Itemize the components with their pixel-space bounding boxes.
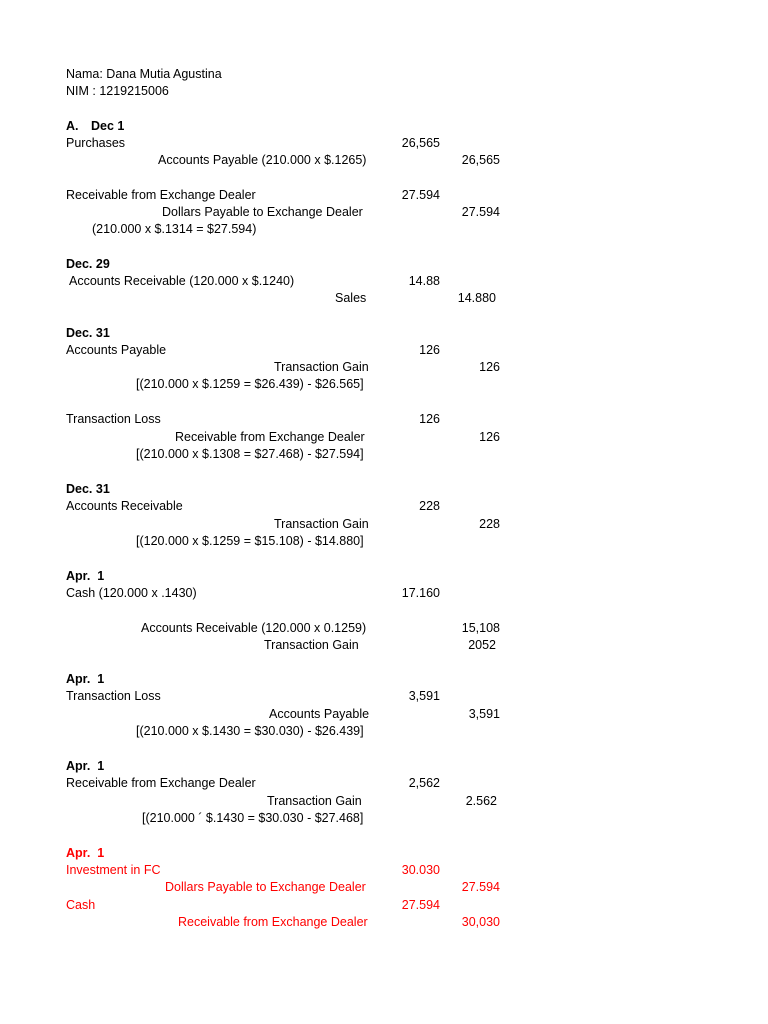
credit-amount: 2.562: [465, 794, 497, 808]
credit-account: Dollars Payable to Exchange Dealer: [162, 205, 363, 219]
section-date: Dec 1: [91, 119, 125, 133]
debit-account: Receivable from Exchange Dealer: [66, 188, 256, 202]
debit-amount: 3,591: [408, 689, 440, 703]
credit-amount: 126: [479, 360, 500, 374]
debit-account: Transaction Loss: [66, 689, 161, 703]
credit-account: Dollars Payable to Exchange Dealer: [165, 880, 366, 894]
debit-amount: 126: [419, 343, 440, 357]
credit-amount: 228: [479, 517, 500, 531]
student-nim: NIM : 1219215006: [66, 84, 169, 98]
debit-account: Investment in FC: [66, 863, 161, 877]
debit-account: Accounts Receivable: [66, 499, 183, 513]
credit-account: Receivable from Exchange Dealer: [178, 915, 368, 929]
debit-account: Purchases: [66, 136, 126, 150]
credit-amount: 3,591: [468, 707, 500, 721]
credit-account: Transaction Gain: [274, 517, 369, 531]
credit-amount: 14.880: [457, 291, 496, 305]
credit-account: Receivable from Exchange Dealer: [175, 430, 365, 444]
entry-date: Apr. 1: [66, 569, 105, 583]
entry-date: Dec. 29: [66, 257, 110, 271]
calculation-note: [(210.000 ´ $.1430 = $30.030 - $27.468]: [142, 811, 364, 825]
debit-amount: 2,562: [408, 776, 440, 790]
debit-account: Accounts Receivable (120.000 x $.1240): [69, 274, 295, 288]
credit-amount: 30,030: [461, 915, 500, 929]
debit-amount: 27.594: [401, 188, 440, 202]
credit-amount: 126: [479, 430, 500, 444]
credit-amount: 26,565: [461, 153, 500, 167]
credit-amount: 27.594: [461, 880, 500, 894]
debit-account: Transaction Loss: [66, 412, 161, 426]
debit-amount: 126: [419, 412, 440, 426]
debit-account: Accounts Payable: [66, 343, 167, 357]
credit-amount: 2052: [468, 638, 496, 652]
student-name: Nama: Dana Mutia Agustina: [66, 67, 222, 81]
debit-amount: 27.594: [401, 898, 440, 912]
calculation-note: [(210.000 x $.1259 = $26.439) - $26.565]: [136, 377, 364, 391]
debit-account: Receivable from Exchange Dealer: [66, 776, 256, 790]
calculation-note: [(210.000 x $.1430 = $30.030) - $26.439]: [136, 724, 364, 738]
entry-date: Dec. 31: [66, 482, 110, 496]
entry-date: Apr. 1: [66, 759, 105, 773]
credit-account: Accounts Receivable (120.000 x 0.1259): [141, 621, 367, 635]
debit-amount: 30.030: [401, 863, 440, 877]
entry-date: Apr. 1: [66, 846, 105, 860]
credit-account: Transaction Gain: [267, 794, 362, 808]
credit-amount: 15,108: [461, 621, 500, 635]
credit-account: Accounts Payable (210.000 x $.1265): [158, 153, 367, 167]
credit-account: Transaction Gain: [274, 360, 369, 374]
debit-amount: 228: [419, 499, 440, 513]
entry-date: Apr. 1: [66, 672, 105, 686]
credit-amount: 27.594: [461, 205, 500, 219]
entry-date: Dec. 31: [66, 326, 110, 340]
calculation-note: [(210.000 x $.1308 = $27.468) - $27.594]: [136, 447, 364, 461]
debit-account: Cash: [66, 898, 96, 912]
calculation-note: [(120.000 x $.1259 = $15.108) - $14.880]: [136, 534, 364, 548]
debit-amount: 14.88: [408, 274, 440, 288]
debit-amount: 26,565: [401, 136, 440, 150]
debit-account: Cash (120.000 x .1430): [66, 586, 197, 600]
section-label: A.: [66, 119, 79, 133]
credit-account: Transaction Gain: [264, 638, 359, 652]
debit-amount: 17.160: [401, 586, 440, 600]
credit-account: Accounts Payable: [269, 707, 370, 721]
credit-account: Sales: [335, 291, 367, 305]
calculation-note: (210.000 x $.1314 = $27.594): [92, 222, 257, 236]
